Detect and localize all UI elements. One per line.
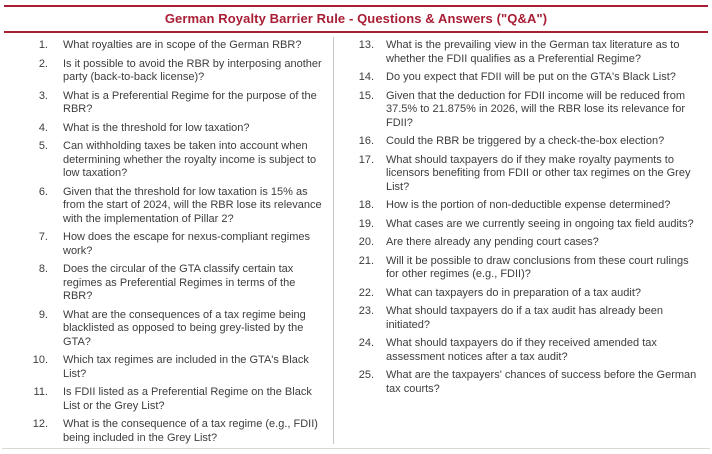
question-number: 11.	[33, 386, 48, 398]
question-item	[354, 154, 702, 195]
question-text: Is FDII listed as a Preferential Regime on the Black List or the Grey List?	[63, 386, 312, 412]
question-number: 18.	[358, 199, 374, 211]
question-text: Given that the threshold for low taxation is 15% as from the start of 2024, will the RBR lose its relevance with the implementation of Pillar 2?	[63, 185, 322, 225]
question-item	[28, 39, 327, 53]
question-item	[354, 305, 702, 332]
question-number: 20.	[358, 236, 374, 248]
top-rule	[4, 5, 708, 7]
question-text: Will it be possible to draw conclusions from these court rulings for other regimes (e.g., FDII)?	[386, 254, 689, 280]
question-item	[354, 218, 702, 232]
question-number: 3.	[38, 89, 48, 102]
question-text: What should taxpayers do if a tax audit has already been initiated?	[386, 305, 664, 331]
question-text: How does the escape for nexus-compliant regimes work?	[63, 231, 311, 257]
question-text: What should taxpayers do if they make royalty payments to licensors benefiting from FDII or other tax regimes on the Grey List?	[386, 153, 691, 193]
question-column-right	[334, 37, 712, 444]
question-text: Do you expect that FDII will be put on the GTA's Black List?	[386, 71, 676, 83]
question-number: 22.	[358, 286, 374, 299]
question-item	[354, 39, 702, 66]
question-text: What are the taxpayers' chances of success before the German tax courts?	[386, 369, 697, 395]
question-item	[28, 263, 327, 304]
question-number: 15.	[358, 89, 374, 102]
question-item	[354, 236, 702, 250]
question-text: What can taxpayers do in preparation of a tax audit?	[386, 286, 641, 299]
question-item	[28, 90, 327, 117]
question-item	[354, 199, 702, 213]
question-number: 6.	[38, 185, 48, 198]
question-item	[354, 71, 702, 85]
question-item	[354, 337, 702, 364]
title-underline-rule	[4, 31, 708, 33]
question-number: 19.	[358, 217, 374, 230]
question-number: 23.	[358, 305, 374, 317]
question-number: 5.	[38, 140, 48, 152]
question-item	[28, 140, 327, 181]
question-item	[28, 231, 327, 258]
question-text: What is the threshold for low taxation?	[63, 121, 250, 134]
question-text: Can withholding taxes be taken into account when determining whether the royalty income is subject to low taxation?	[63, 140, 317, 179]
question-text: What is the prevailing view in the German tax literature as to whether the FDII qualifies as a Preferential Regime?	[386, 39, 680, 65]
question-number: 24.	[358, 337, 374, 349]
question-text: What should taxpayers do if they received amended tax assessment notices after a tax audit?	[386, 337, 657, 363]
question-number: 12.	[32, 418, 48, 430]
question-item	[354, 287, 702, 301]
question-columns	[0, 37, 712, 444]
question-item	[28, 58, 327, 85]
question-text: Given that the deduction for FDII income will be reduced from 37.5% to 21.875% in 2026, will the RBR lose its relevance for FDII?	[386, 89, 685, 129]
question-number: 7.	[38, 231, 48, 243]
question-number: 9.	[38, 308, 48, 321]
page-title: German Royalty Barrier Rule - Questions & Answers ("Q&A")	[164, 11, 548, 26]
question-text: Is it possible to avoid the RBR by interposing another party (back-to-back license)?	[63, 57, 322, 83]
question-number: 21.	[358, 254, 374, 267]
question-item	[28, 186, 327, 227]
question-item	[28, 354, 327, 381]
question-text: What is a Preferential Regime for the purpose of the RBR?	[63, 89, 317, 115]
question-item	[28, 418, 327, 445]
question-text: What royalties are in scope of the German RBR?	[63, 39, 302, 51]
question-text: Does the circular of the GTA classify certain tax regimes as Preferential Regimes in terms of the RBR?	[63, 263, 296, 302]
bottom-rule	[2, 448, 710, 449]
question-text: Could the RBR be triggered by a check-the-box election?	[386, 135, 665, 147]
question-number: 14.	[358, 71, 374, 83]
question-item	[28, 386, 327, 413]
question-text: What is the consequence of a tax regime (e.g., FDII) being included in the Grey List?	[63, 418, 318, 444]
question-number: 13.	[358, 39, 374, 51]
question-item	[354, 90, 702, 131]
question-number: 25.	[358, 369, 374, 381]
question-item	[354, 135, 702, 149]
question-column-left	[0, 37, 334, 444]
question-number: 16.	[358, 135, 374, 147]
question-number: 4.	[38, 121, 48, 134]
question-number: 10.	[32, 354, 48, 366]
question-text: Which tax regimes are included in the GTA's Black List?	[63, 354, 309, 380]
question-text: Are there already any pending court cases?	[386, 236, 599, 248]
question-number: 17.	[358, 153, 374, 166]
question-item	[28, 122, 327, 136]
question-item	[354, 369, 702, 396]
question-number: 2.	[38, 57, 48, 70]
question-text: What cases are we currently seeing in ongoing tax field audits?	[386, 217, 694, 230]
question-text: How is the portion of non-deductible expense determined?	[386, 199, 671, 211]
question-text: What are the consequences of a tax regime being blacklisted as opposed to being grey-listed by the GTA?	[63, 308, 306, 348]
question-number: 8.	[38, 263, 48, 275]
question-number: 1.	[38, 39, 48, 51]
question-item	[28, 309, 327, 350]
question-item	[354, 255, 702, 282]
